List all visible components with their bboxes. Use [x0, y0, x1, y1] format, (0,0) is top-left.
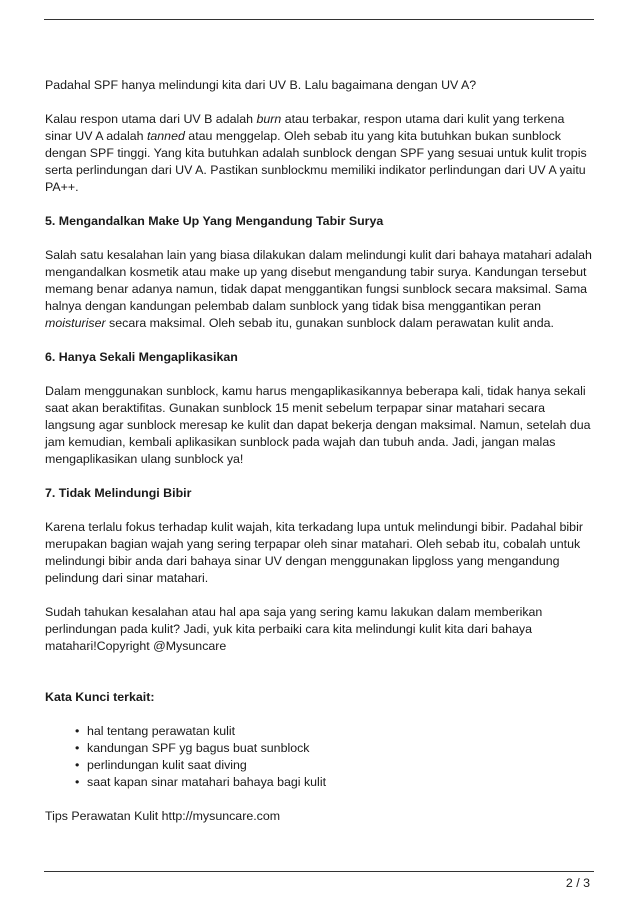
- document-body: [45, 77, 593, 825]
- section-6-paragraph: Dalam menggunakan sunblock, kamu harus mengaplikasikannya beberapa kali, tidak hanya sekali saat akan beraktifitas. Gunakan sunblock 15 menit sebelum terpapar sinar matahari secara langsung agar sunblock meresap ke kulit dan dapat bekerja dengan maksimal. Namun, setelah dua jam kemudian, kembali aplikasikan sunblock pada wajah dan tubuh anda. Jadi, jangan malas mengaplikasikan ulang sunblock ya!: [45, 384, 591, 466]
- section-7-heading: 7. Tidak Melindungi Bibir: [45, 486, 192, 500]
- keyword-item[interactable]: • perlindungan kulit saat diving: [75, 757, 593, 774]
- section-6-heading: 6. Hanya Sekali Mengaplikasikan: [45, 350, 238, 364]
- uva-text-3: atau menggelap. Oleh sebab itu yang kita butuhkan bukan sunblock dengan SPF tinggi. Yang kita butuhkan adalah sunblock dengan SPF yang sesuai untuk kulit tropis serta perlindungan dari UV A. Pastikan sunblockmu memiliki indikator perlindungan dari UV A yaitu PA++.: [45, 129, 587, 194]
- section-7-paragraph: Karena terlalu fokus terhadap kulit wajah, kita terkadang lupa untuk melindungi bibir. Padahal bibir merupakan bagian wajah yang sering terpapar oleh sinar matahari. Oleh sebab itu, cobalah untuk melindungi bibir anda dari bahaya sinar UV dengan menggunakan lipgloss yang mengandung pelindung dari sinar matahari.: [45, 520, 583, 585]
- page-number: 2 / 3: [565, 876, 590, 890]
- section-5-text-2: secara maksimal. Oleh sebab itu, gunakan sunblock dalam perawatan kulit anda.: [105, 316, 554, 330]
- section-5-text-1: Salah satu kesalahan lain yang biasa dilakukan dalam melindungi kulit dari bahaya matahari adalah mengandalkan kosmetik atau make up yang disebut mengandung tabir surya. Kandungan tersebut memang benar adanya namun, tidak dapat menggantikan fungsi sunblock secara maksimal. Sama halnya dengan kandungan pelembab dalam sunblock yang tidak bisa menggantikan peran: [45, 248, 592, 313]
- keyword-item[interactable]: • hal tentang perawatan kulit: [75, 723, 593, 740]
- uva-text-2: atau terbakar, respon utama dari kulit yang terkena sinar UV A adalah: [45, 112, 565, 143]
- term-tanned: tanned: [146, 129, 185, 143]
- keyword-item[interactable]: • kandungan SPF yg bagus buat sunblock: [75, 740, 593, 757]
- keywords-heading: Kata Kunci terkait:: [45, 690, 155, 704]
- keyword-item[interactable]: • saat kapan sinar matahari bahaya bagi kulit: [75, 774, 593, 791]
- uva-paragraph: [45, 111, 593, 196]
- footer-link-line[interactable]: Tips Perawatan Kulit http://mysuncare.com: [45, 809, 281, 823]
- section-5-heading: 5. Mengandalkan Make Up Yang Mengandung Tabir Surya: [45, 214, 384, 228]
- closing-paragraph: Sudah tahukan kesalahan atau hal apa saja yang sering kamu lakukan dalam memberikan perlindungan pada kulit? Jadi, yuk kita perbaiki cara kita melindungi kulit kita dari bahaya matahari!Copyright @Mysuncare: [45, 605, 543, 653]
- term-moisturiser: moisturiser: [45, 316, 106, 330]
- intro-paragraph: Padahal SPF hanya melindungi kita dari UV B. Lalu bagaimana dengan UV A?: [45, 78, 477, 92]
- keywords-list: [75, 723, 593, 791]
- header-rule: [44, 19, 594, 20]
- footer-rule: [44, 871, 594, 872]
- uva-text-1: Kalau respon utama dari UV B adalah: [45, 112, 257, 126]
- term-burn: burn: [256, 112, 282, 126]
- section-5-paragraph: [45, 247, 593, 332]
